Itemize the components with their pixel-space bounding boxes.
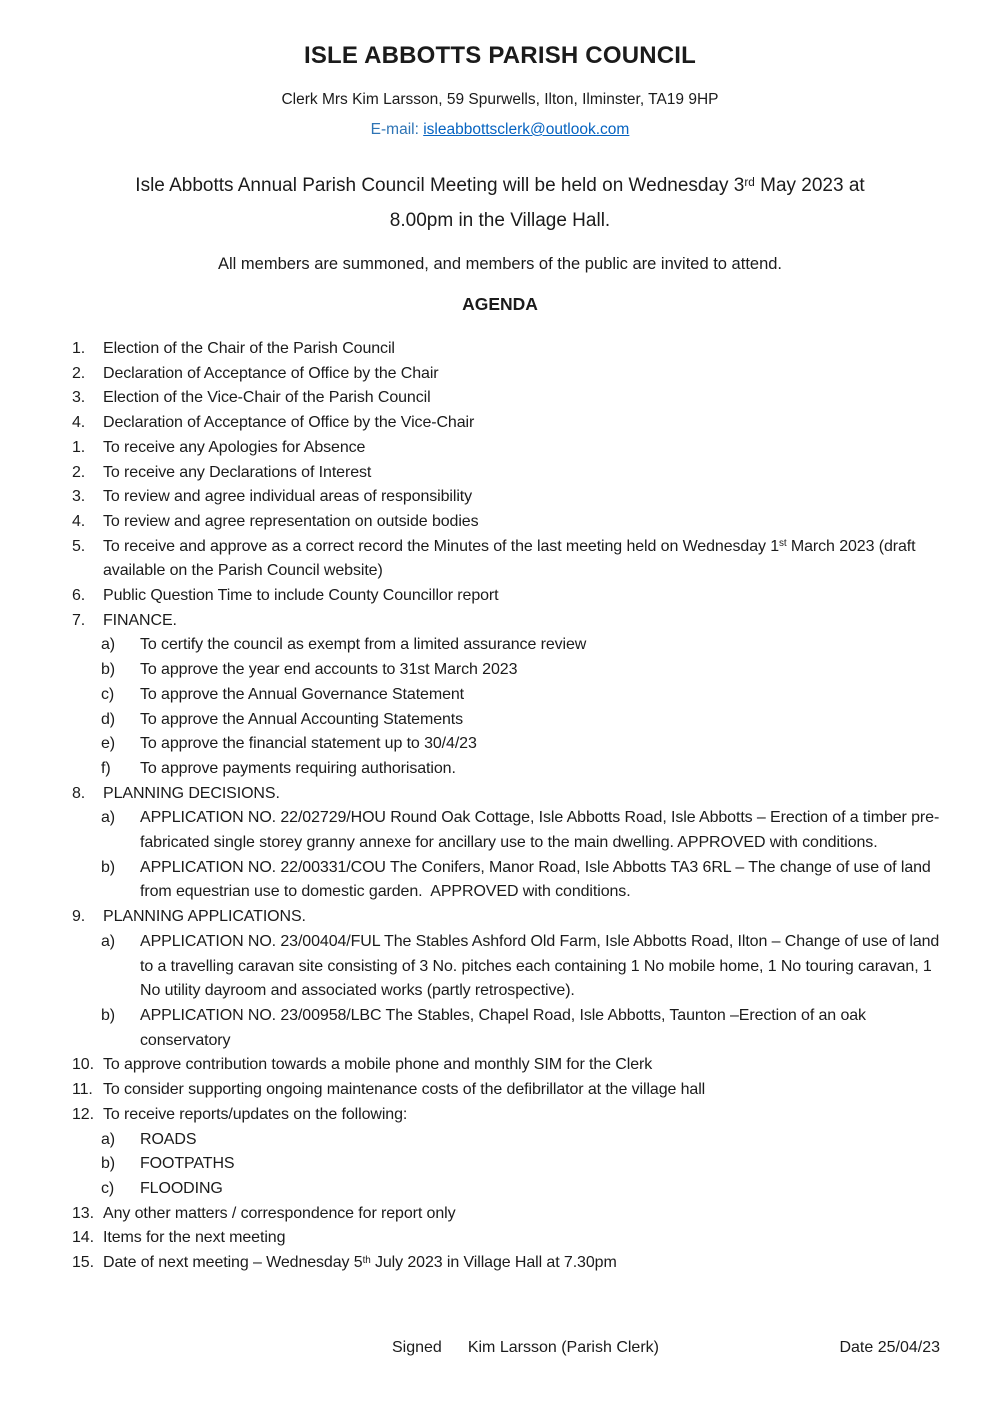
item-number: 2. — [72, 463, 86, 481]
item-number: 4. — [72, 414, 86, 432]
agenda-subitem — [101, 856, 942, 905]
item-text: PLANNING DECISIONS. — [103, 784, 280, 802]
superscript-ordinal: rd — [744, 175, 755, 189]
agenda-item-row — [72, 1053, 942, 1078]
agenda-subitem — [101, 708, 942, 733]
item-text: To receive any Apologies for Absence — [103, 438, 366, 456]
item-number: 8. — [72, 784, 86, 802]
signed-label: Signed — [392, 1339, 442, 1356]
subitem-text: APPLICATION NO. 23/00404/FUL The Stables Ashford Old Farm, Isle Abbotts Road, Ilton – Change of use of land to a travelling caravan site consisting of 3 No. pitches each containing 1 No mobile home, 1 No touring caravan, 1 No utility dayroom and associated works (partly retrospective). — [140, 932, 944, 1000]
item-text: To review and agree individual areas of responsibility — [103, 488, 473, 506]
item-text: To receive reports/updates on the following: — [103, 1105, 408, 1123]
subitem-letter: a) — [101, 1130, 116, 1148]
item-text: To receive and approve as a correct record the Minutes of the last meeting held on Wednesday 1st March 2023 (draft available on the Parish Council website) — [103, 537, 920, 580]
subitem-text: APPLICATION NO. 23/00958/LBC The Stables, Chapel Road, Isle Abbotts, Taunton –Erection of an oak conservatory — [140, 1006, 871, 1049]
clerk-address-line: Clerk Mrs Kim Larsson, 59 Spurwells, Ilton, Ilminster, TA19 9HP — [281, 91, 719, 108]
agenda-item — [72, 1202, 942, 1227]
subitem-letter: b) — [101, 1006, 116, 1024]
agenda-item — [72, 1078, 942, 1103]
agenda-heading: AGENDA — [462, 294, 538, 314]
item-text: Public Question Time to include County Councillor report — [103, 587, 499, 605]
subitem-text: To approve payments requiring authorisation. — [140, 759, 456, 777]
agenda-subitem — [101, 658, 942, 683]
subitem-letter: f) — [101, 759, 111, 777]
subitem-letter: d) — [101, 710, 116, 728]
agenda-item — [72, 510, 942, 535]
agenda-item — [72, 411, 942, 436]
agenda-subitem — [101, 1177, 942, 1202]
item-text: To receive any Declarations of Interest — [103, 463, 372, 481]
item-text: Date of next meeting – Wednesday 5th July 2023 in Village Hall at 7.30pm — [103, 1254, 617, 1272]
agenda-item — [72, 535, 942, 584]
item-number: 1. — [72, 438, 86, 456]
agenda-item — [72, 584, 942, 609]
subitem-text: To approve the Annual Accounting Statements — [140, 710, 464, 728]
agenda-item-row — [72, 535, 942, 584]
subitem-text: To certify the council as exempt from a limited assurance review — [140, 636, 587, 654]
agenda-item — [72, 436, 942, 461]
item-number: 10. — [72, 1056, 94, 1074]
item-text: Items for the next meeting — [103, 1229, 286, 1247]
subitem-text: APPLICATION NO. 22/02729/HOU Round Oak Cottage, Isle Abbotts Road, Isle Abbotts – Erection of a timber pre-fabricated single storey granny annexe for ancillary use to the main dwelling. APPROVED with conditions. — [140, 809, 940, 852]
item-text: Election of the Chair of the Parish Council — [103, 340, 395, 357]
item-number: 7. — [72, 611, 86, 629]
agenda-item — [72, 1053, 942, 1078]
subitem-text: To approve the year end accounts to 31st March 2023 — [140, 661, 518, 679]
subitem-letter: b) — [101, 858, 116, 876]
agenda-item-row — [72, 584, 942, 609]
item-number: 2. — [72, 364, 86, 382]
subitem-text: ROADS — [140, 1130, 197, 1148]
agenda-item — [72, 362, 942, 387]
item-text: Election of the Vice-Chair of the Parish Council — [103, 389, 431, 407]
subitem-letter: a) — [101, 636, 116, 654]
item-text: PLANNING APPLICATIONS. — [103, 908, 306, 926]
agenda-item-row — [72, 905, 942, 930]
item-number: 14. — [72, 1229, 94, 1247]
agenda-item-row — [72, 436, 942, 461]
agenda-item-row — [72, 1103, 942, 1128]
notice-line: 8.00pm in the Village Hall. — [389, 210, 611, 231]
agenda-item — [72, 782, 942, 906]
notice-line: Isle Abbotts Annual Parish Council Meeting will be held on Wednesday 3rd May 2023 at — [135, 175, 865, 196]
email-link[interactable]: isleabbottsclerk@outlook.com — [423, 121, 630, 138]
subitem-letter: c) — [101, 685, 115, 703]
subitem-letter: b) — [101, 661, 116, 679]
subitem-letter: a) — [101, 809, 116, 827]
item-text: To consider supporting ongoing maintenance costs of the defibrillator at the village hall — [103, 1081, 706, 1099]
signatory-name: Kim Larsson (Parish Clerk) — [467, 1339, 659, 1356]
item-number: 12. — [72, 1105, 94, 1123]
item-number: 13. — [72, 1204, 94, 1222]
item-text: Declaration of Acceptance of Office by the Chair — [103, 364, 439, 382]
subitem-letter: c) — [101, 1179, 115, 1197]
item-number: 5. — [72, 537, 86, 555]
signature-date: Date 25/04/23 — [839, 1339, 940, 1356]
item-number: 6. — [72, 587, 86, 605]
agenda-item-row — [72, 1078, 942, 1103]
meeting-notice — [0, 168, 1000, 238]
agenda-subitem — [101, 930, 942, 1004]
agenda-subitem — [101, 683, 942, 708]
superscript-ordinal: th — [362, 1254, 371, 1266]
subitem-letter: e) — [101, 735, 116, 753]
agenda-item — [72, 1226, 942, 1251]
item-number: 3. — [72, 389, 86, 407]
agenda-item-row — [72, 485, 942, 510]
agenda-subitem — [101, 757, 942, 782]
item-text: Declaration of Acceptance of Office by the Vice-Chair — [103, 414, 475, 432]
agenda-item-row — [72, 609, 942, 634]
agenda-item-row — [72, 386, 942, 411]
agenda-item — [72, 609, 942, 782]
agenda-item — [72, 485, 942, 510]
agenda-subitem — [101, 806, 942, 855]
subitem-text: To approve the Annual Governance Statement — [140, 685, 465, 703]
agenda-item-row — [72, 1226, 942, 1251]
item-number: 3. — [72, 488, 86, 506]
agenda-subitem — [101, 1152, 942, 1177]
agenda-item-row — [72, 411, 942, 436]
agenda-item-row — [72, 461, 942, 486]
item-number: 9. — [72, 908, 86, 926]
agenda-item — [72, 461, 942, 486]
signature-block — [0, 1337, 1000, 1359]
agenda-subitem — [101, 1128, 942, 1153]
superscript-ordinal: st — [779, 538, 787, 550]
item-number: 1. — [72, 340, 86, 357]
agenda-item-row — [72, 782, 942, 807]
agenda-item-row — [72, 1251, 942, 1276]
agenda-subitem — [101, 732, 942, 757]
item-text: Any other matters / correspondence for report only — [103, 1204, 456, 1222]
item-number: 4. — [72, 512, 86, 530]
page-title: ISLE ABBOTTS PARISH COUNCIL — [303, 42, 697, 69]
item-number: 15. — [72, 1254, 94, 1272]
agenda-list — [0, 337, 1000, 1276]
agenda-item — [72, 337, 942, 362]
subitem-text: FOOTPATHS — [140, 1155, 235, 1173]
agenda-item-row — [72, 362, 942, 387]
agenda-item-row — [72, 510, 942, 535]
agenda-item — [72, 905, 942, 1053]
subitem-text: APPLICATION NO. 22/00331/COU The Conifers, Manor Road, Isle Abbotts TA3 6RL – The change of use of land from equestrian use to domestic garden. APPROVED with conditions. — [140, 858, 936, 901]
item-text: FINANCE. — [103, 611, 177, 629]
summons-line: All members are summoned, and members of the public are invited to attend. — [217, 255, 783, 273]
email-line — [0, 120, 1000, 140]
email-label: E-mail: — [370, 121, 424, 138]
item-number: 11. — [72, 1081, 93, 1099]
agenda-subitem — [101, 633, 942, 658]
agenda-item-row — [72, 1202, 942, 1227]
item-text: To review and agree representation on outside bodies — [103, 512, 479, 530]
agenda-subitem — [101, 1004, 942, 1053]
subitem-text: FLOODING — [140, 1179, 223, 1197]
agenda-item — [72, 1103, 942, 1202]
subitem-letter: b) — [101, 1155, 116, 1173]
subitem-text: To approve the financial statement up to 30/4/23 — [140, 735, 477, 753]
agenda-item — [72, 1251, 942, 1276]
agenda-item-row — [72, 337, 942, 362]
agenda-item — [72, 386, 942, 411]
item-text: To approve contribution towards a mobile phone and monthly SIM for the Clerk — [103, 1056, 653, 1074]
subitem-letter: a) — [101, 932, 116, 950]
